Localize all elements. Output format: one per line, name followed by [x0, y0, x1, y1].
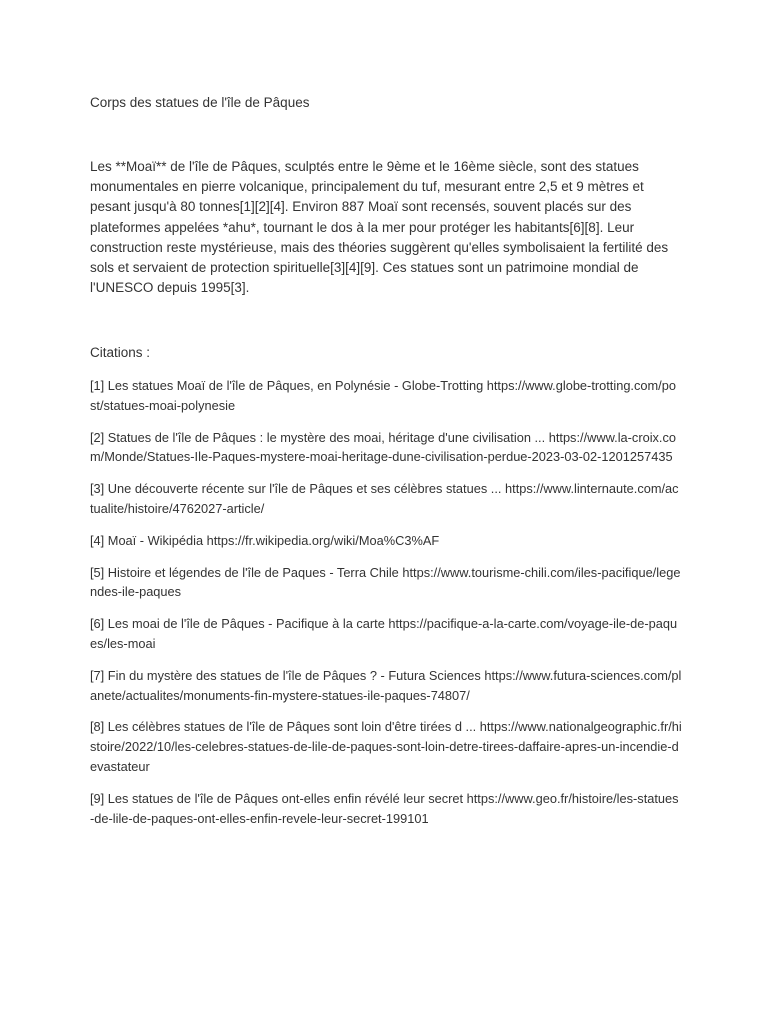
citation-item: [3] Une découverte récente sur l'île de Pâques et ses célèbres statues ... https://www.linternaute.com/actualite/histoire/4762027-article/	[90, 481, 679, 516]
citation-item: [8] Les célèbres statues de l'île de Pâques sont loin d'être tirées d ... https://www.nationalgeographic.fr/histoire/2022/10/les-celebres-statues-de-lile-de-paques-sont-loin-detre-tirees-daffaire-apres-un-incendie-devastateur	[90, 719, 682, 774]
citation-item: [7] Fin du mystère des statues de l'île de Pâques ? - Futura Sciences https://www.futura-sciences.com/planete/actualites/monuments-fin-mystere-statues-ile-paques-74807/	[90, 667, 682, 703]
citation-item: [1] Les statues Moaï de l'île de Pâques, en Polynésie - Globe-Trotting https://www.globe-trotting.com/post/statues-moai-polynesie	[90, 378, 676, 413]
page-title: Corps des statues de l'île de Pâques	[90, 95, 310, 110]
citation-item: [5] Histoire et légendes de l'île de Paques - Terra Chile https://www.tourisme-chili.com/iles-pacifique/legendes-ile-paques	[90, 564, 681, 600]
citation-item: [9] Les statues de l'île de Pâques ont-elles enfin révélé leur secret https://www.geo.fr/histoire/les-statues-de-lile-de-paques-ont-elles-enfin-revele-leur-secret-199101	[90, 790, 679, 826]
citation-item: [2] Statues de l'île de Pâques : le mystère des moai, héritage d'une civilisation ... https://www.la-croix.com/Monde/Statues-Ile-Paques-mystere-moai-heritage-dune-civilisation-perdue-2023-03-02-1201257435	[90, 429, 677, 465]
citations-heading: Citations :	[90, 345, 151, 360]
citation-list	[90, 376, 682, 840]
intro-paragraph: Les **Moaï** de l'île de Pâques, sculptés entre le 9ème et le 16ème siècle, sont des statues monumentales en pierre volcanique, principalement du tuf, mesurant entre 2,5 et 9 mètres et pesant jusqu'à 80 tonnes[1][2][4]. Environ 887 Moaï sont recensés, souvent placés sur des plateformes appelées *ahu*, tournant le dos à la mer pour protéger les habitants[6][8]. Leur construction reste mystérieuse, mais des théories suggèrent qu'elles symbolisaient la fertilité des sols et servaient de protection spirituelle[3][4][9]. Ces statues sont un patrimoine mondial de l'UNESCO depuis 1995[3].	[90, 159, 669, 296]
citation-item: [4] Moaï - Wikipédia https://fr.wikipedia.org/wiki/Moa%C3%AF	[90, 532, 440, 548]
citation-item: [6] Les moai de l'île de Pâques - Pacifique à la carte https://pacifique-a-la-carte.com/voyage-ile-de-paques/les-moai	[90, 616, 678, 651]
